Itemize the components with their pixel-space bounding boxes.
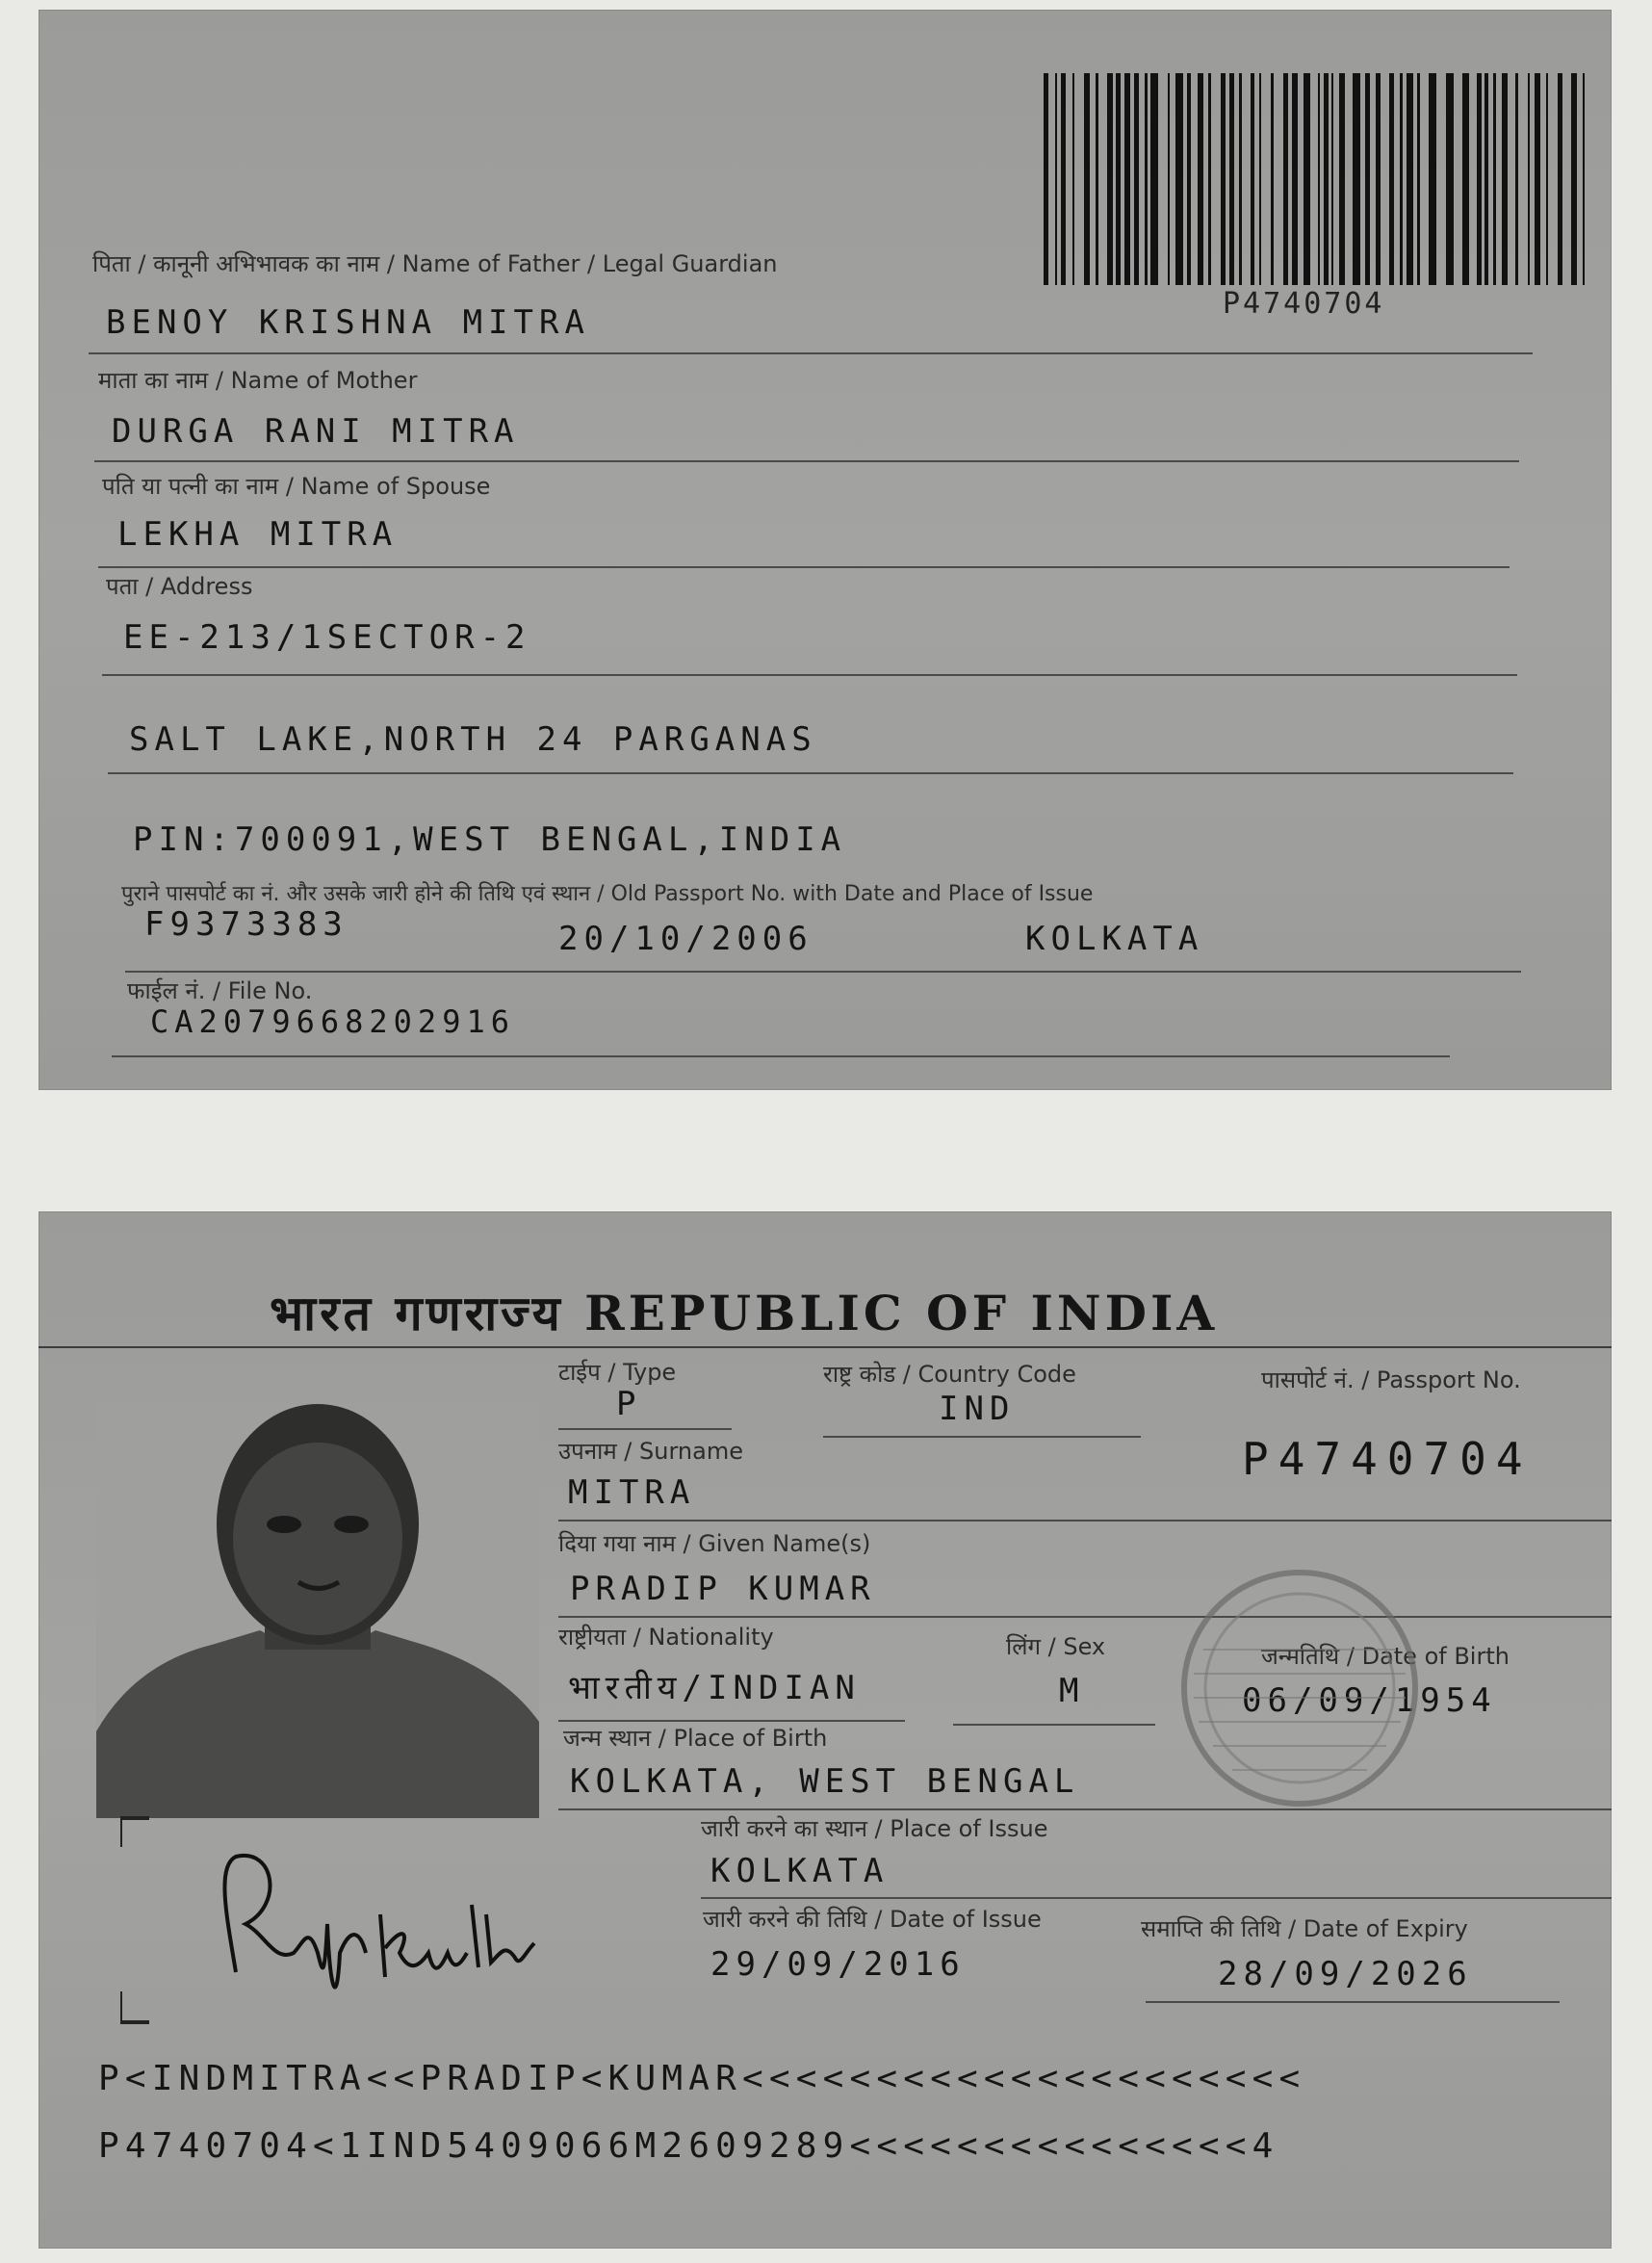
barcode-bar [1528, 73, 1530, 285]
mrz-line-1: P<INDMITRA<<PRADIP<KUMAR<<<<<<<<<<<<<<<<<<<<< [98, 2059, 1306, 2098]
barcode-bar [1331, 73, 1333, 285]
official-seal [1174, 1558, 1425, 1818]
barcode-bar [1044, 73, 1048, 285]
surname-value: MITRA [568, 1473, 696, 1512]
barcode-bar [1515, 73, 1518, 285]
father-name-label: पिता / कानूनी अभिभावक का नाम / Name of Father / Legal Guardian [92, 250, 778, 277]
dob-value: 06/09/1954 [1242, 1681, 1497, 1720]
barcode-bar [1084, 73, 1090, 285]
barcode-bar [1484, 73, 1488, 285]
barcode-bar [1168, 73, 1170, 285]
barcode-bar [1353, 73, 1360, 285]
title-divider [39, 1346, 1612, 1348]
barcode-bar [1429, 73, 1436, 285]
old-passport-label: पुराने पासपोर्ट का नं. और उसके जारी होने की तिथि एवं स्थान / Old Passport No. with Date and Place of Issue [121, 882, 1094, 906]
divider [558, 1808, 1612, 1810]
barcode-bar [1198, 73, 1203, 285]
barcode-bar [1283, 73, 1288, 285]
barcode-bar [1417, 73, 1420, 285]
mrz-line-2: P4740704<1IND5409066M2609289<<<<<<<<<<<<<<<4 [98, 2126, 1279, 2166]
barcode-bar [1175, 73, 1183, 285]
barcode-bar [1318, 73, 1320, 285]
divider [108, 772, 1513, 774]
father-name-value: BENOY KRISHNA MITRA [106, 303, 590, 342]
divider [558, 1520, 1612, 1522]
old-passport-number: F9373383 [144, 905, 348, 944]
barcode-bar [1339, 73, 1345, 285]
barcode-bar [1145, 73, 1148, 285]
barcode-bar [1124, 73, 1130, 285]
mother-name-label: माता का नाम / Name of Mother [98, 367, 418, 394]
place-of-birth-label: जन्म स्थान / Place of Birth [563, 1725, 828, 1752]
address-label: पता / Address [106, 573, 253, 600]
barcode-bar [1407, 73, 1413, 285]
file-no-label: फाईल नं. / File No. [127, 977, 313, 1004]
barcode-bar [1239, 73, 1242, 285]
date-of-expiry-value: 28/09/2026 [1218, 1955, 1473, 1993]
barcode-bar [1292, 73, 1298, 285]
barcode-bar [1376, 73, 1381, 285]
spouse-name-label: पति या पत्नी का नाम / Name of Spouse [102, 473, 491, 500]
spouse-name-value: LEKHA MITRA [117, 515, 399, 554]
barcode-bar [1400, 73, 1403, 285]
divider [1146, 2001, 1560, 2003]
barcode-bar [1221, 73, 1226, 285]
barcode-bar [1229, 73, 1234, 285]
type-value: P [616, 1385, 642, 1423]
divider [98, 566, 1510, 568]
passport-no-label: पासपोर्ट नं. / Passport No. [1261, 1366, 1521, 1393]
sex-value: M [1059, 1672, 1085, 1710]
file-no-value: CA2079668202916 [150, 1003, 515, 1040]
place-of-birth-value: KOLKATA, WEST BENGAL [570, 1762, 1080, 1801]
passport-data-page [39, 1211, 1612, 2249]
barcode-bar [1324, 73, 1329, 285]
passport-back-page [39, 10, 1612, 1090]
place-of-issue-value: KOLKATA [710, 1852, 890, 1890]
barcode-bar [1571, 73, 1577, 285]
barcode-bar [1477, 73, 1482, 285]
barcode-bar [1502, 73, 1508, 285]
barcode-bar [1389, 73, 1394, 285]
barcode-bar [1583, 73, 1585, 285]
barcode-bar [1072, 73, 1074, 285]
surname-label: उपनाम / Surname [558, 1438, 743, 1465]
barcode-bar [1055, 73, 1057, 285]
barcode-bar [1061, 73, 1066, 285]
barcode-bar [1187, 73, 1191, 285]
barcode [1040, 73, 1588, 285]
divider [558, 1616, 1612, 1618]
barcode-bar [1134, 73, 1139, 285]
holder-photo [96, 1404, 539, 1818]
barcode-number: P4740704 [1223, 287, 1385, 321]
barcode-bar [1546, 73, 1548, 285]
barcode-bar [1462, 73, 1469, 285]
barcode-bar [1150, 73, 1158, 285]
barcode-bar [1096, 73, 1098, 285]
divider [701, 1897, 1612, 1899]
divider [89, 352, 1533, 354]
barcode-bar [1271, 73, 1274, 285]
barcode-bar [1259, 73, 1261, 285]
country-code-label: राष्ट्र कोड / Country Code [823, 1361, 1076, 1388]
nationality-label: राष्ट्रीयता / Nationality [558, 1624, 774, 1651]
barcode-bar [1558, 73, 1562, 285]
mother-name-value: DURGA RANI MITRA [112, 412, 520, 451]
sex-label: लिंग / Sex [1006, 1633, 1106, 1660]
dob-label: जन्मतिथि / Date of Birth [1261, 1643, 1510, 1670]
type-label: टाईप / Type [558, 1359, 677, 1386]
country-code-value: IND [939, 1390, 1016, 1428]
address-line-2: SALT LAKE,NORTH 24 PARGANAS [129, 720, 817, 759]
nationality-value: भारतीय/INDIAN [568, 1669, 861, 1707]
barcode-bar [1251, 73, 1254, 285]
barcode-bar [1304, 73, 1310, 285]
divider [125, 971, 1521, 973]
date-of-issue-value: 29/09/2016 [710, 1945, 966, 1984]
passport-no-value: P4740704 [1242, 1433, 1533, 1485]
divider [94, 460, 1519, 462]
barcode-bar [1116, 73, 1121, 285]
barcode-bar [1446, 73, 1454, 285]
divider [112, 1055, 1450, 1057]
divider [558, 1428, 732, 1430]
old-passport-place: KOLKATA [1025, 920, 1204, 958]
holder-signature [120, 1808, 544, 2030]
given-names-value: PRADIP KUMAR [570, 1570, 876, 1608]
date-of-issue-label: जारी करने की तिथि / Date of Issue [703, 1906, 1042, 1933]
barcode-bar [1535, 73, 1540, 285]
date-of-expiry-label: समाप्ति की तिथि / Date of Expiry [1141, 1915, 1468, 1942]
republic-of-india-title: भारत गणराज्य REPUBLIC OF INDIA [270, 1285, 1219, 1341]
barcode-bar [1107, 73, 1113, 285]
given-names-label: दिया गया नाम / Given Name(s) [558, 1530, 871, 1557]
divider [823, 1436, 1141, 1438]
divider [102, 674, 1517, 676]
address-line-3: PIN:700091,WEST BENGAL,INDIA [133, 820, 847, 859]
barcode-bar [1208, 73, 1211, 285]
divider [953, 1724, 1155, 1726]
barcode-bar [1493, 73, 1496, 285]
barcode-bar [1365, 73, 1370, 285]
old-passport-date: 20/10/2006 [558, 920, 813, 958]
place-of-issue-label: जारी करने का स्थान / Place of Issue [701, 1815, 1048, 1842]
address-line-1: EE-213/1SECTOR-2 [123, 618, 531, 657]
